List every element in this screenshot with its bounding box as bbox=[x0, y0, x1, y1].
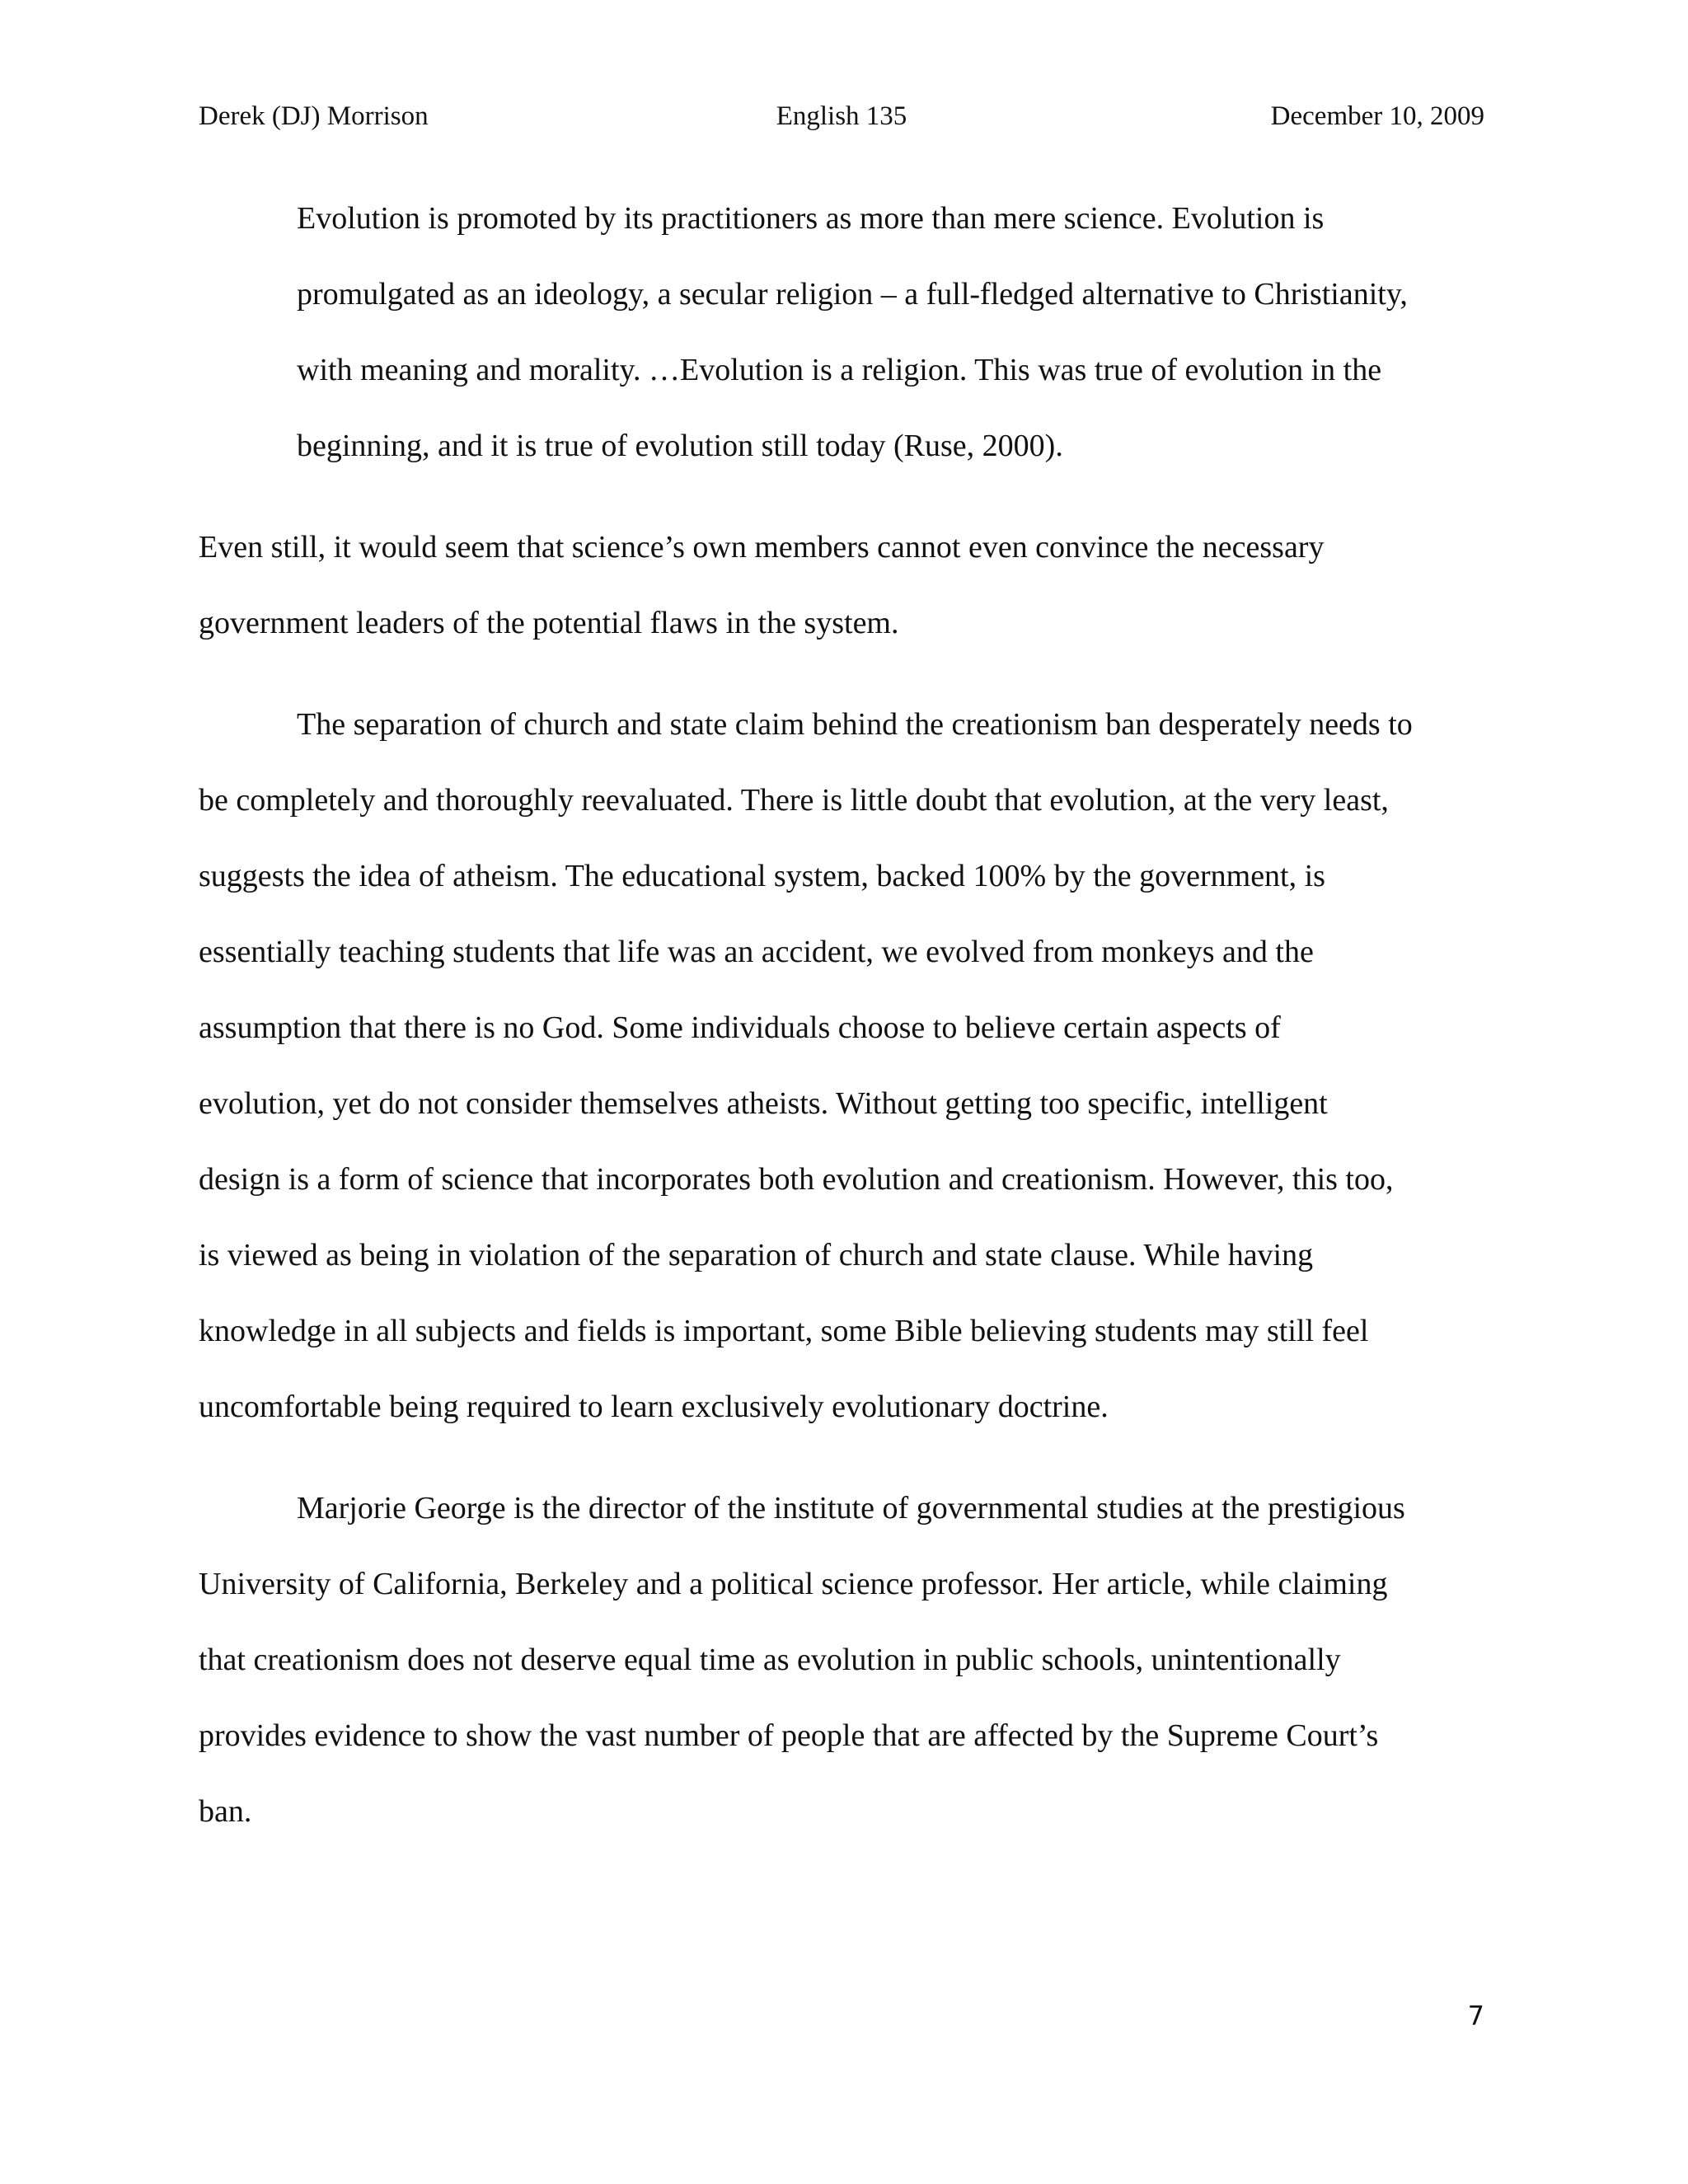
block-quote bbox=[199, 191, 1484, 494]
paragraph-gap bbox=[199, 1455, 1484, 1481]
paragraph-line: uncomfortable being required to learn exclusively evolutionary doctrine. bbox=[199, 1390, 1109, 1424]
header-date: December 10, 2009 bbox=[1270, 101, 1484, 131]
paragraph-line: suggests the idea of atheism. The educational system, backed 100% by the government, is bbox=[199, 859, 1325, 893]
paragraph-continuation bbox=[199, 520, 1484, 672]
page-header bbox=[199, 97, 1484, 135]
paragraph-george bbox=[199, 1481, 1484, 1860]
paragraph-line: government leaders of the potential flaws in the system. bbox=[199, 606, 899, 640]
paragraph-line: ban. bbox=[199, 1794, 252, 1829]
paragraph-gap bbox=[199, 672, 1484, 697]
paragraph-line: knowledge in all subjects and fields is important, some Bible believing students may still feel bbox=[199, 1314, 1369, 1348]
paragraph-line: The separation of church and state claim behind the creationism ban desperately needs to bbox=[297, 707, 1413, 742]
page-number: 7 bbox=[1467, 2000, 1484, 2032]
quote-line: with meaning and morality. …Evolution is a religion. This was true of evolution in the bbox=[297, 353, 1382, 387]
document-body bbox=[199, 191, 1484, 1860]
quote-line: beginning, and it is true of evolution still today (Ruse, 2000). bbox=[297, 429, 1063, 463]
paragraph-line: Marjorie George is the director of the institute of governmental studies at the prestigious bbox=[297, 1491, 1405, 1526]
paragraph-line: that creationism does not deserve equal time as evolution in public schools, unintentionally bbox=[199, 1643, 1341, 1677]
paragraph-gap bbox=[199, 494, 1484, 520]
paragraph-line: essentially teaching students that life was an accident, we evolved from monkeys and the bbox=[199, 935, 1314, 969]
paragraph-line: assumption that there is no God. Some individuals choose to believe certain aspects of bbox=[199, 1010, 1281, 1045]
quote-line: Evolution is promoted by its practitioners as more than mere science. Evolution is bbox=[297, 201, 1325, 236]
paragraph-line: University of California, Berkeley and a political science professor. Her article, while claiming bbox=[199, 1567, 1388, 1601]
paragraph-line: provides evidence to show the vast number of people that are affected by the Supreme Court’s bbox=[199, 1718, 1379, 1753]
paragraph-line: design is a form of science that incorporates both evolution and creationism. However, this too, bbox=[199, 1162, 1394, 1197]
paragraph-line: is viewed as being in violation of the separation of church and state clause. While having bbox=[199, 1238, 1314, 1272]
paragraph-separation bbox=[199, 697, 1484, 1455]
header-course: English 135 bbox=[776, 101, 907, 131]
paragraph-line: Even still, it would seem that science’s own members cannot even convince the necessary bbox=[199, 530, 1325, 565]
paragraph-line: evolution, yet do not consider themselves atheists. Without getting too specific, intelligent bbox=[199, 1086, 1328, 1121]
quote-line: promulgated as an ideology, a secular religion – a full-fledged alternative to Christianity, bbox=[297, 277, 1408, 312]
header-author: Derek (DJ) Morrison bbox=[199, 101, 429, 131]
paragraph-line: be completely and thoroughly reevaluated. There is little doubt that evolution, at the very least, bbox=[199, 783, 1389, 818]
